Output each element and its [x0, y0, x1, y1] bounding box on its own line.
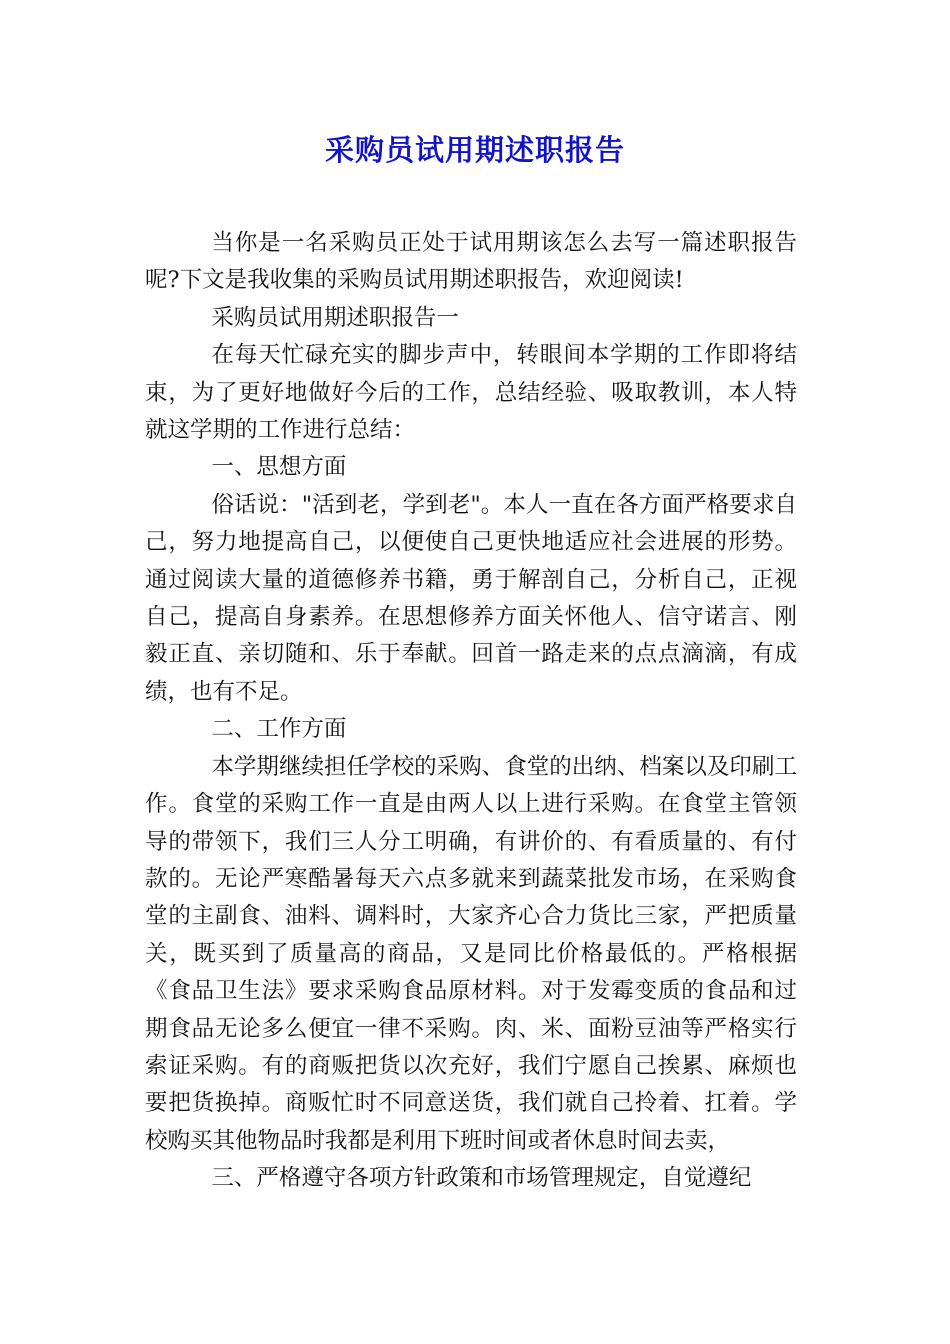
- document-title: 采购员试用期述职报告: [324, 133, 625, 167]
- paragraph-heading-report-one: 采购员试用期述职报告一: [211, 304, 459, 331]
- paragraph-heading-thought: 一、思想方面: [211, 454, 347, 481]
- paragraph-thought: 俗话说："活到老，学到老"。本人一直在各方面严格要求自己，努力地提高自己，以便使自己更快地适应社会进展的形势。通过阅读大量的道德修养书籍，勇于解剖自己，分析自己，正视自己，提高自身素养。在思想修养方面关怀他人、信守诺言、刚毅正直、亲切随和、乐于奉献。回首一路走来的点点滴滴，有成绩，也有不足。: [145, 491, 797, 705]
- paragraph-intro: 当你是一名采购员正处于试用期该怎么去写一篇述职报告呢?下文是我收集的采购员试用期述职报告，欢迎阅读!: [145, 230, 797, 294]
- document-body: [145, 225, 797, 1198]
- paragraph-work: 本学期继续担任学校的采购、食堂的出纳、档案以及印刷工作。食堂的采购工作一直是由两人以上进行采购。在食堂主管领导的带领下，我们三人分工明确，有讲价的、有看质量的、有付款的。无论严寒酷暑每天六点多就来到蔬菜批发市场，在采购食堂的主副食、油料、调料时，大家齐心合力货比三家，严把质量关，既买到了质量高的商品，又是同比价格最低的。严格根据《食品卫生法》要求采购食品原材料。对于发霉变质的食品和过期食品无论多么便宜一律不采购。肉、米、面粉豆油等严格实行索证采购。有的商贩把货以次充好，我们宁愿自己挨累、麻烦也要把货换掉。商贩忙时不同意送货，我们就自己拎着、扛着。学校购买其他物品时我都是利用下班时间或者休息时间去卖，: [145, 753, 797, 1154]
- paragraph-opening: 在每天忙碌充实的脚步声中，转眼间本学期的工作即将结束，为了更好地做好今后的工作，总结经验、吸取教训，本人特就这学期的工作进行总结：: [145, 342, 797, 444]
- paragraph-heading-work: 二、工作方面: [211, 716, 347, 743]
- paragraph-heading-rules: 三、严格遵守各项方针政策和市场管理规定，自觉遵纪: [211, 1165, 752, 1192]
